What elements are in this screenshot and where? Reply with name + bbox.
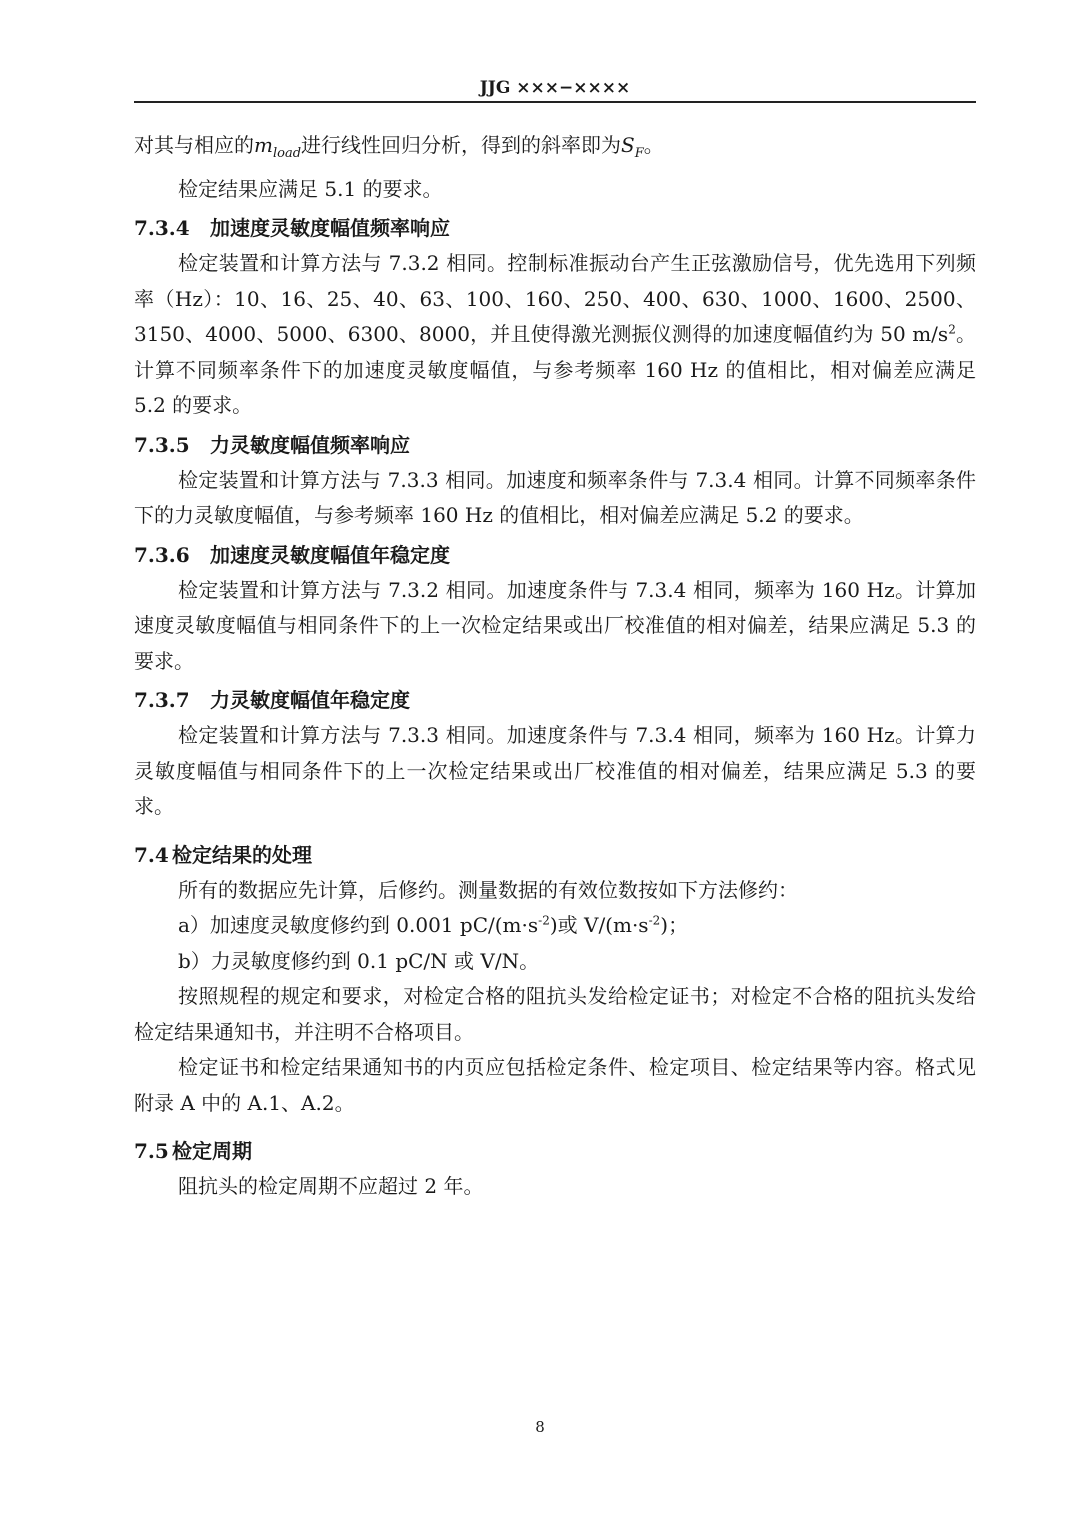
page-number: 8: [535, 1418, 545, 1436]
intro-line-1: 对其与相应的$m_{load}$进行线性回归分析，得到的斜率即为$S_F$。: [134, 133, 664, 161]
section-7-4-item-a: a）加速度灵敏度修约到 0.001 $pC/(m\cdot s^{-2})$或 $V/(m\cdot s^{-2})$；: [178, 913, 689, 937]
section-7-3-7-body: 检定装置和计算方法与 7.3.3 相同。加速度条件与 7.3.4 相同，频率为 160 Hz。计算力灵敏度幅值与相同条件下的上一次检定结果或出厂校准值的相对偏差，结果应满足 5.3 的要求。: [134, 723, 976, 818]
section-7-5-heading: 7.5 检定周期: [134, 1139, 252, 1163]
section-7-3-5-heading: 7.3.5 力灵敏度幅值频率响应: [134, 432, 410, 457]
section-7-4-heading: 7.4 检定结果的处理: [134, 842, 312, 867]
s-f-symbol: $S_F$: [621, 133, 644, 161]
section-7-3-6-body: 检定装置和计算方法与 7.3.2 相同。加速度条件与 7.3.4 相同，频率为 160 Hz。计算加速度灵敏度幅值与相同条件下的上一次检定结果或出厂校准值的相对偏差，结果应满足 5.3 的要求。: [134, 577, 976, 673]
section-7-4-para-1: 所有的数据应先计算，后修约。测量数据的有效位数按如下方法修约：: [178, 877, 798, 902]
intro-text-b: 进行线性回归分析，得到的斜率即为: [301, 133, 622, 157]
section-7-4-para-3: 检定证书和检定结果通知书的内页应包括检定条件、检定项目、检定结果等内容。格式见附录 A 中的 A.1、A.2。: [134, 1055, 976, 1115]
header-rule: [134, 101, 976, 103]
section-7-4-para-2: 按照规程的规定和要求，对检定合格的阻抗头发给检定证书；对检定不合格的阻抗头发给检定结果通知书，并注明不合格项目。: [134, 984, 976, 1044]
section-7-3-6-heading: 7.3.6 加速度灵敏度幅值年稳定度: [134, 542, 450, 567]
section-7-3-4-heading: 7.3.4 加速度灵敏度幅值频率响应: [134, 216, 450, 240]
section-7-4-item-b: b）力灵敏度修约到 0.1 pC/N 或 V/N。: [178, 948, 540, 973]
section-7-3-4-body: 检定装置和计算方法与 7.3.2 相同。控制标准振动台产生正弦激励信号，优先选用下列频率（Hz）：10、16、25、40、63、100、160、250、400、630、1000、1600、2500、3150、4000、5000、6300、8000，并且使得激光测振仪测得的加速度幅值约为 50 $m/s^2$。计算不同频率条件下的加速度灵敏度幅值，与参考频率 160 Hz 的值相比，相对偏差应满足 5.2 的要求。: [134, 251, 977, 417]
section-7-3-5-body: 检定装置和计算方法与 7.3.3 相同。加速度和频率条件与 7.3.4 相同。计算不同频率条件下的力灵敏度幅值，与参考频率 160 Hz 的值相比，相对偏差应满足 5.2 的要求。: [134, 467, 976, 527]
page-content: [134, 128, 976, 1205]
intro-line-2: 检定结果应满足 5.1 的要求。: [178, 176, 443, 201]
page-header-title: JJG ×××−××××: [479, 78, 631, 98]
section-7-5-body: 阻抗头的检定周期不应超过 2 年。: [178, 1174, 484, 1198]
m-load-symbol: $m_{load}$: [254, 133, 302, 161]
section-7-3-7-heading: 7.3.7 力灵敏度幅值年稳定度: [134, 688, 410, 712]
intro-text-a: 对其与相应的: [134, 133, 254, 157]
